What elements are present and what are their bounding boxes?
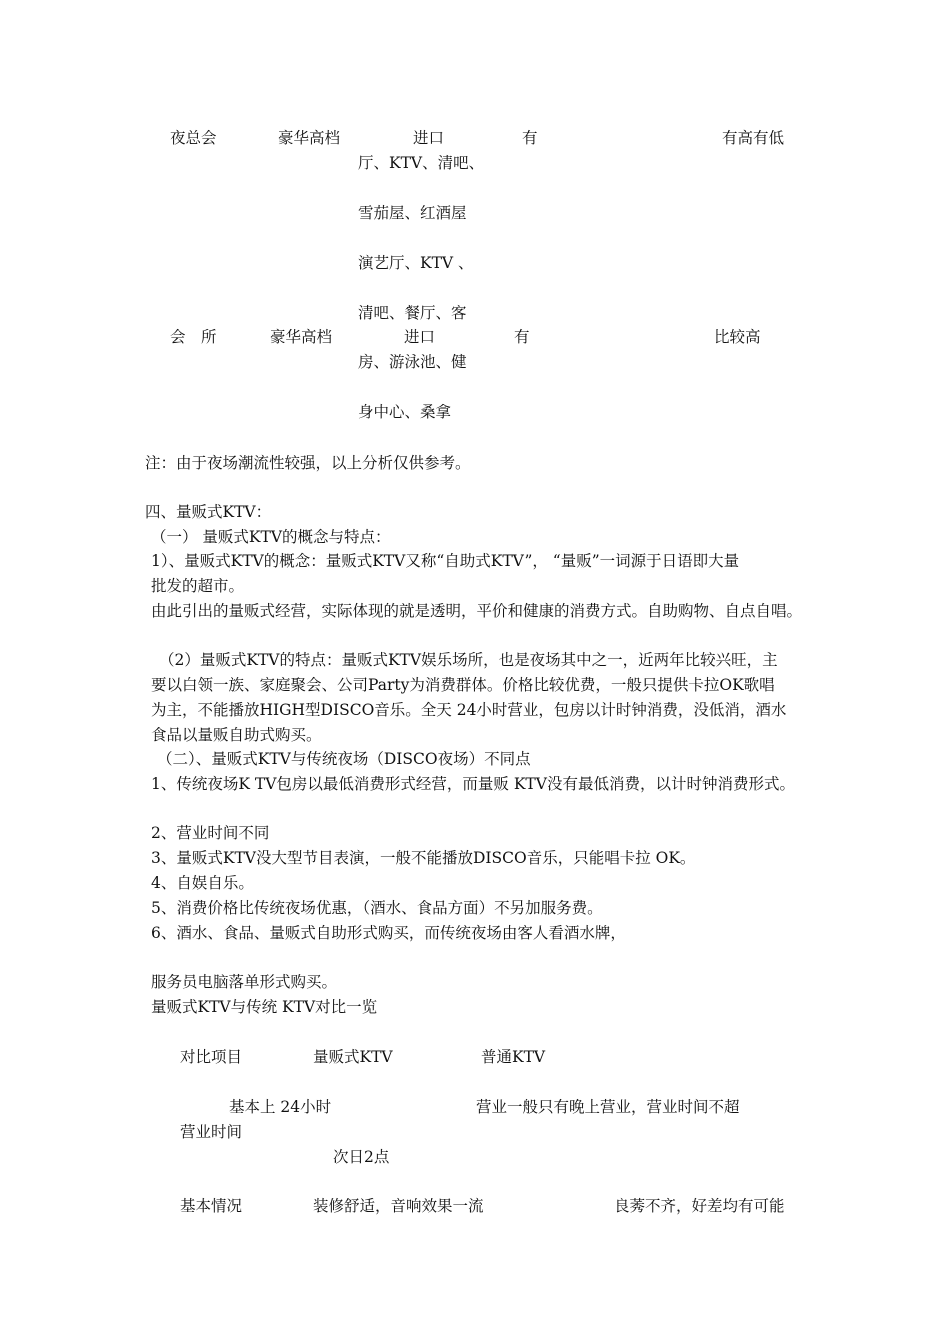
- row1-show: 有: [522, 129, 538, 147]
- compare-header-item: 对比项目: [180, 1048, 243, 1066]
- section4-heading: 四、量贩式KTV：: [145, 503, 272, 521]
- row2-grade: 豪华高档: [270, 328, 333, 346]
- difference-item: 1、传统夜场K TV包房以最低消费形式经营，而量贩 KTV没有最低消费，以计时钟消费形式。: [151, 775, 795, 793]
- row2-facility-line: 清吧、餐厅、客: [358, 304, 467, 322]
- subsection2-heading: （二）、量贩式KTV与传统夜场（DISCO夜场）不同点: [157, 750, 531, 768]
- compare-cell-ktv: 装修舒适，音响效果一流: [313, 1197, 484, 1215]
- row2-show: 有: [514, 328, 530, 346]
- compare-header-ktv: 量贩式KTV: [313, 1048, 393, 1066]
- compare-header-normal: 普通KTV: [481, 1048, 546, 1066]
- compare-cell-normal: 营业一般只有晚上营业，营业时间不超: [476, 1098, 740, 1116]
- compare-cell-normal: 良莠不齐，好差均有可能: [614, 1197, 785, 1215]
- feature-line: 为主，不能播放HIGH型DISCO音乐。全天 24小时营业，包房以计时钟消费，没低消，酒水: [151, 701, 787, 719]
- row1-grade: 豪华高档: [278, 129, 341, 147]
- concept-line: 1）、量贩式KTV的概念：量贩式KTV又称“自助式KTV”， “量贩”一词源于日语即大量: [151, 552, 740, 570]
- subsection1-heading: （一） 量贩式KTV的概念与特点：: [151, 528, 391, 546]
- row2-facility-line: 房、游泳池、健: [358, 353, 467, 371]
- row1-facility-line: 厅、KTV、清吧、: [358, 154, 485, 172]
- compare-cell-ktv: 基本上 24小时: [229, 1098, 332, 1116]
- compare-row-item: 基本情况: [180, 1197, 243, 1215]
- concept-line: 由此引出的量贩式经营，实际体现的就是透明，平价和健康的消费方式。自助购物、自点自唱。: [151, 602, 803, 620]
- compare-row-item: 营业时间: [180, 1123, 243, 1141]
- row2-facility-line: 演艺厅、KTV 、: [358, 254, 474, 272]
- compare-title: 量贩式KTV与传统 KTV对比一览: [151, 998, 378, 1016]
- row1-sound: 进口: [413, 129, 445, 147]
- row2-sound: 进口: [404, 328, 436, 346]
- analysis-note: 注：由于夜场潮流性较强，以上分析仅供参考。: [145, 454, 471, 472]
- row1-type: 夜总会: [170, 129, 217, 147]
- feature-line: 要以白领一族、家庭聚会、公司Party为消费群体。价格比较优费，一般只提供卡拉OK歌唱: [151, 676, 775, 694]
- difference-item: 6、酒水、食品、量贩式自助形式购买，而传统夜场由客人看酒水牌，: [151, 924, 626, 942]
- compare-cell-ktv: 次日2点: [333, 1148, 390, 1166]
- row1-price: 有高有低: [722, 129, 785, 147]
- row2-type: 会 所: [170, 328, 217, 346]
- difference-item: 3、量贩式KTV没大型节目表演，一般不能播放DISCO音乐，只能唱卡拉 OK。: [151, 849, 696, 867]
- concept-line: 批发的超市。: [151, 577, 245, 595]
- row2-price: 比较高: [714, 328, 761, 346]
- row2-facility-line: 身中心、桑拿: [358, 403, 452, 421]
- difference-item: 4、自娱自乐。: [151, 874, 254, 892]
- feature-line: （2）量贩式KTV的特点：量贩式KTV娱乐场所，也是夜场其中之一，近两年比较兴旺，主: [159, 651, 778, 669]
- difference-item: 2、营业时间不同: [151, 824, 270, 842]
- feature-line: 食品以量贩自助式购买。: [151, 726, 322, 744]
- row1-facility-line: 雪茄屋、红酒屋: [358, 204, 467, 222]
- difference-item: 5、消费价格比传统夜场优惠，（酒水、食品方面）不另加服务费。: [151, 899, 603, 917]
- difference-item: 服务员电脑落单形式购买。: [151, 973, 338, 991]
